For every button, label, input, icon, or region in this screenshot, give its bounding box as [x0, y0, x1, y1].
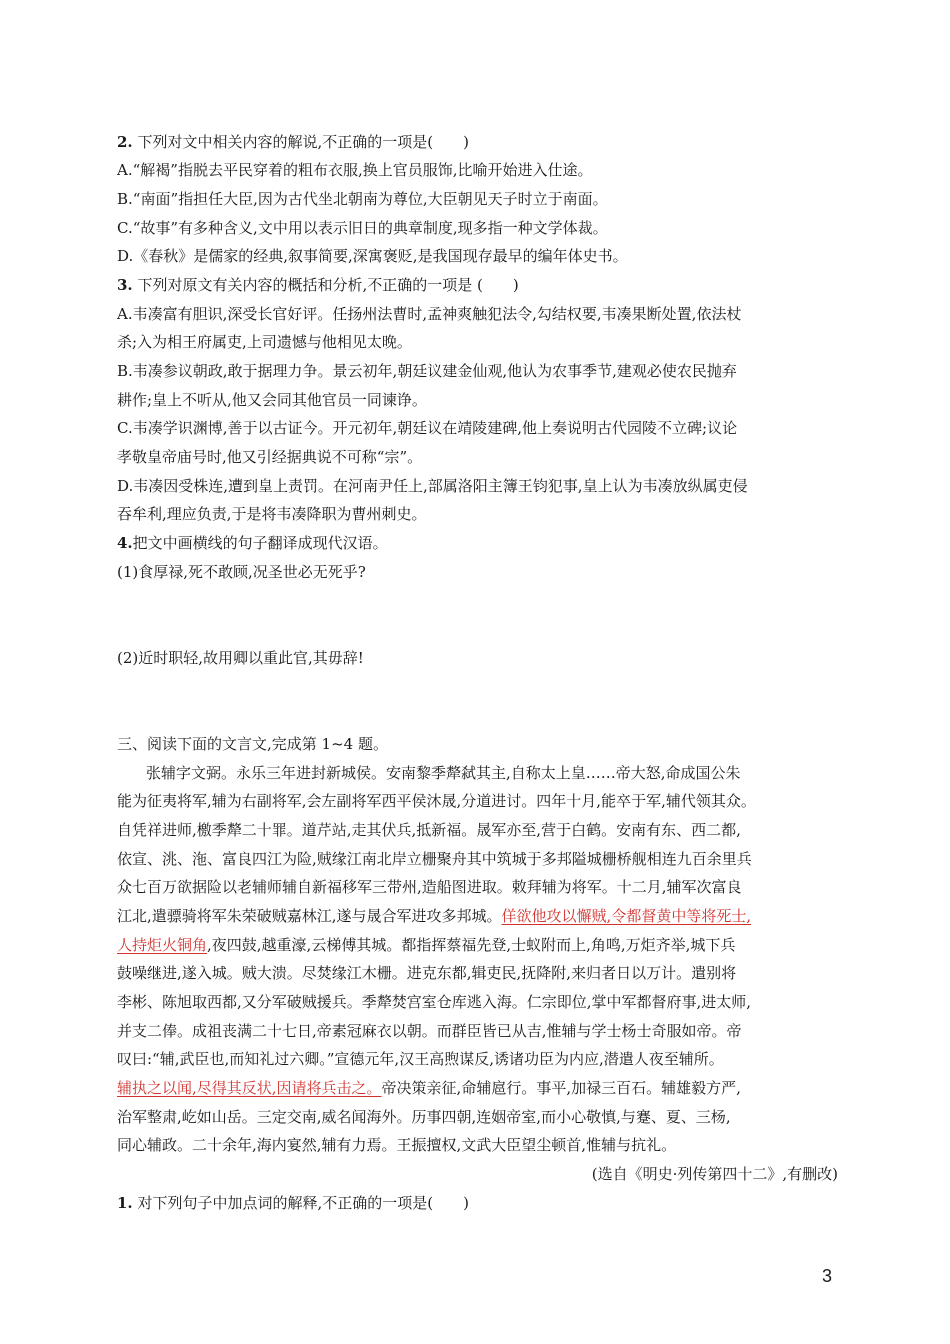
passage-line-10: 并支二俸。成祖丧满二十七日,帝素冠麻衣以朝。而群臣皆已从吉,惟辅与学士杨士奇服如帝。帝 — [117, 1022, 742, 1040]
q3-option-b-line1: B.韦凑参议朝政,敢于据理力争。景云初年,朝廷议建金仙观,他认为农事季节,建观必使农民抛弃 — [117, 362, 737, 380]
q2-option-a: A.“解褐”指脱去平民穿着的粗布衣服,换上官员服饰,比喻开始进入仕途。 — [117, 161, 593, 179]
passage-line-9: 李彬、陈旭取西都,又分军破贼援兵。季犛焚宫室仓库逃入海。仁宗即位,掌中军都督府事,进太师, — [117, 993, 752, 1011]
q3-number: 3. — [117, 276, 133, 294]
passage-line-8: 鼓噪继进,遂入城。贼大溃。尽焚缘江木栅。进克东都,辑吏民,抚降附,来归者日以万计。遣别将 — [117, 964, 737, 982]
passage-line-12: 辅执之以闻,尽得其反状,因请将兵击之。帝决策亲征,命辅扈行。事平,加禄三百石。辅雄毅方严, — [117, 1079, 741, 1097]
q2-option-c: C.“故事”有多种含义,文中用以表示旧日的典章制度,现多指一种文学体裁。 — [117, 219, 608, 237]
q3-option-c-line1: C.韦凑学识渊博,善于以古证今。开元初年,朝廷议在靖陵建碑,他上奏说明古代园陵不立碑;议论 — [117, 419, 738, 437]
q2-number: 2. — [117, 133, 133, 151]
passage-line-1: 张辅字文弼。永乐三年进封新城侯。安南黎季犛弑其主,自称太上皇……帝大怒,命成国公朱 — [146, 764, 741, 782]
q4-stem: 4.把文中画横线的句子翻译成现代汉语。 — [117, 534, 388, 552]
q3-option-c-line2: 孝敬皇帝庙号时,他又引经据典说不可称“宗”。 — [117, 448, 423, 466]
passage-line-3: 自凭祥进师,檄季犛二十罪。道芹站,走其伏兵,抵新福。晟军亦至,营于白鹤。安南有东、西二都, — [117, 821, 741, 839]
q3-option-d-line1: D.韦凑因受株连,遭到皇上责罚。在河南尹任上,部属洛阳主簿王钧犯事,皇上认为韦凑放纵属吏侵 — [117, 477, 748, 495]
q4-number: 4. — [117, 534, 133, 552]
q2-stem: 2. 下列对文中相关内容的解说,不正确的一项是( ) — [117, 133, 469, 151]
passage-line-6: 江北,遣骠骑将军朱荣破贼嘉林江,遂与晟合军进攻多邦城。佯欲他攻以懈贼,令都督黄中等将死士, — [117, 907, 752, 925]
q4-item-2: (2)近时职轻,故用卿以重此官,其毋辞! — [117, 649, 364, 667]
q3-option-b-line2: 耕作;皇上不听从,他又会同其他官员一同谏诤。 — [117, 391, 427, 409]
underlined-sentence-1b: 人持炬火铜角 — [117, 936, 208, 954]
passage-source: (选自《明史·列传第四十二》,有删改) — [591, 1165, 838, 1183]
q2-option-d: D.《春秋》是儒家的经典,叙事简要,深寓褒贬,是我国现存最早的编年体史书。 — [117, 247, 628, 265]
passage-line-5: 众七百万欲据险以老辅师辅自新福移军三带州,造船图进取。敕拜辅为将军。十二月,辅军次富良 — [117, 878, 742, 896]
s3-q1-number: 1. — [117, 1194, 133, 1212]
q3-option-d-line2: 吞牟利,理应负责,于是将韦凑降职为曹州刺史。 — [117, 505, 427, 523]
section3-heading: 三、阅读下面的文言文,完成第 1~4 题。 — [117, 735, 388, 753]
passage-line-7: 人持炬火铜角,夜四鼓,越重濠,云梯傅其城。都指挥蔡福先登,士蚁附而上,角鸣,万炬齐举,城下兵 — [117, 936, 736, 954]
passage-line-11: 叹曰:“辅,武臣也,而知礼过六卿。”宣德元年,汉王高煦谋反,诱诸功臣为内应,潜遣人夜至辅所。 — [117, 1050, 724, 1068]
underlined-sentence-2: 辅执之以闻,尽得其反状,因请将兵击之。 — [117, 1079, 382, 1097]
passage-line-14: 同心辅政。二十余年,海内宴然,辅有力焉。王振擅权,文武大臣望尘顿首,惟辅与抗礼。 — [117, 1136, 677, 1154]
q4-item-1: (1)食厚禄,死不敢顾,况圣世必无死乎? — [117, 563, 366, 581]
q3-option-a-line2: 杀;入为相王府属吏,上司遗憾与他相见太晚。 — [117, 333, 412, 351]
underlined-sentence-1a: 佯欲他攻以懈贼,令都督黄中等将死士, — [501, 907, 752, 925]
page-number: 3 — [821, 1266, 832, 1286]
q2-option-b: B.“南面”指担任大臣,因为古代坐北朝南为尊位,大臣朝见天子时立于南面。 — [117, 190, 608, 208]
passage-line-13: 治军整肃,屹如山岳。三定交南,威名闻海外。历事四朝,连姻帝室,而小心敬慎,与蹇、夏、三杨, — [117, 1108, 731, 1126]
passage-line-2: 能为征夷将军,辅为右副将军,会左副将军西平侯沐晟,分道进讨。四年十月,能卒于军,辅代领其众。 — [117, 792, 756, 810]
q3-option-a-line1: A.韦凑富有胆识,深受长官好评。任扬州法曹时,孟神爽触犯法令,勾结权要,韦凑果断处置,依法杖 — [117, 305, 742, 323]
q3-stem: 3. 下列对原文有关内容的概括和分析,不正确的一项是 ( ) — [117, 276, 519, 294]
s3-q1-stem: 1. 对下列句子中加点词的解释,不正确的一项是( ) — [117, 1194, 469, 1212]
passage-line-4: 依宣、洮、沲、富良四江为险,贼缘江南北岸立栅聚舟其中筑城于多邦隘城栅桥舰相连九百余里兵 — [117, 850, 752, 868]
